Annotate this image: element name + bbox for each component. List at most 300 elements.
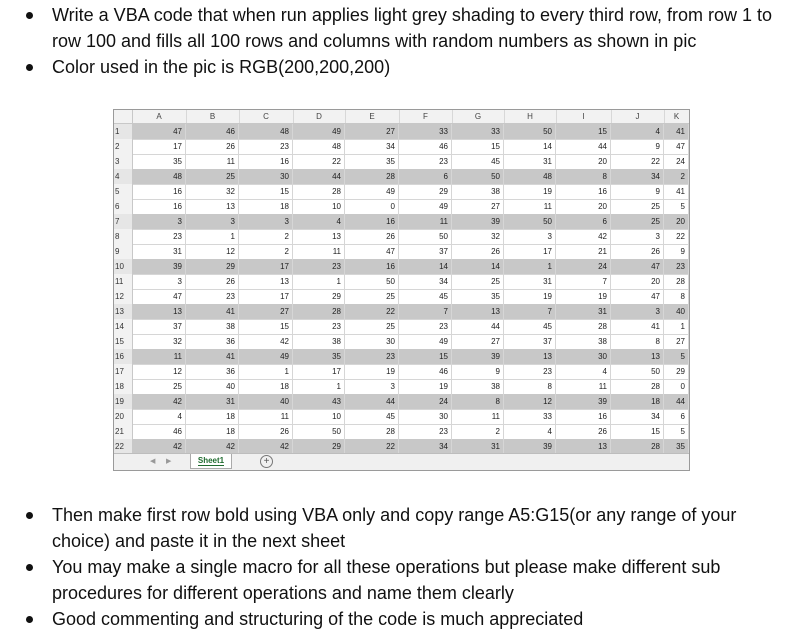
cell: 48 (239, 124, 293, 139)
cell: 18 (186, 424, 239, 439)
cell: 39 (132, 259, 186, 274)
cell: 31 (132, 244, 186, 259)
cell: 36 (186, 364, 239, 379)
cell: 28 (556, 319, 611, 334)
cell: 50 (293, 424, 345, 439)
cell: 39 (452, 349, 504, 364)
cell: 11 (293, 244, 345, 259)
cell: 13 (504, 349, 556, 364)
column-header-f: F (399, 110, 453, 123)
cell: 11 (239, 409, 293, 424)
table-row (114, 229, 689, 245)
cell: 20 (664, 214, 689, 229)
cell: 19 (504, 289, 556, 304)
cell: 28 (345, 169, 399, 184)
cell: 3 (611, 229, 664, 244)
table-row (114, 304, 689, 320)
triangle-left-icon: ◀ (150, 458, 156, 465)
bullet-dot-icon (26, 12, 33, 19)
cell: 35 (345, 154, 399, 169)
row-number: 1 (114, 124, 133, 139)
cell: 27 (345, 124, 399, 139)
cell: 8 (611, 334, 664, 349)
bullet-text-line: Write a VBA code that when run applies light grey shading to every third row, from row 1 to (52, 5, 773, 25)
cell: 27 (452, 199, 504, 214)
row-number: 17 (114, 364, 133, 379)
cell: 35 (293, 349, 345, 364)
table-row (114, 409, 689, 425)
row-number: 11 (114, 274, 133, 289)
row-number: 13 (114, 304, 133, 319)
cell: 47 (611, 289, 664, 304)
cell: 6 (399, 169, 452, 184)
cell: 47 (132, 124, 186, 139)
cell: 28 (293, 184, 345, 199)
cell: 31 (186, 394, 239, 409)
row-number: 10 (114, 259, 133, 274)
sheet-tab-bar (114, 453, 689, 470)
cell: 28 (293, 304, 345, 319)
cell: 19 (345, 364, 399, 379)
cell: 42 (186, 439, 239, 454)
cell: 41 (186, 304, 239, 319)
cell: 41 (186, 349, 239, 364)
cell: 2 (239, 229, 293, 244)
cell: 15 (452, 139, 504, 154)
cell: 30 (239, 169, 293, 184)
cell: 4 (611, 124, 664, 139)
table-row (114, 424, 689, 440)
cell: 15 (239, 319, 293, 334)
column-header-c: C (239, 110, 294, 123)
cell: 23 (293, 259, 345, 274)
cell: 18 (239, 379, 293, 394)
cell: 50 (399, 229, 452, 244)
row-number: 2 (114, 139, 133, 154)
cell: 23 (399, 424, 452, 439)
cell: 38 (293, 334, 345, 349)
cell: 5 (664, 199, 689, 214)
cell: 23 (239, 139, 293, 154)
cell: 8 (452, 394, 504, 409)
table-row (114, 124, 689, 140)
cell: 12 (504, 394, 556, 409)
cell: 7 (556, 274, 611, 289)
cell: 45 (399, 289, 452, 304)
table-row (114, 364, 689, 380)
cell: 45 (504, 319, 556, 334)
row-number: 14 (114, 319, 133, 334)
sheet-tab-label: Sheet1 (197, 456, 225, 465)
cell: 42 (239, 334, 293, 349)
cell: 34 (399, 274, 452, 289)
cell: 44 (345, 394, 399, 409)
cell: 34 (345, 139, 399, 154)
cell: 37 (504, 334, 556, 349)
cell: 1 (239, 364, 293, 379)
table-row (114, 199, 689, 215)
cell: 15 (556, 124, 611, 139)
cell: 23 (664, 259, 689, 274)
cell: 38 (556, 334, 611, 349)
cell: 31 (504, 154, 556, 169)
row-number: 12 (114, 289, 133, 304)
cell: 46 (132, 424, 186, 439)
cell: 14 (504, 139, 556, 154)
column-header-d: D (293, 110, 346, 123)
cell: 39 (556, 394, 611, 409)
cell: 22 (664, 229, 689, 244)
cell: 12 (132, 364, 186, 379)
cell: 26 (186, 274, 239, 289)
cell: 3 (239, 214, 293, 229)
row-number: 21 (114, 424, 133, 439)
cell: 33 (399, 124, 452, 139)
cell: 32 (452, 229, 504, 244)
cell: 25 (611, 199, 664, 214)
cell: 6 (556, 214, 611, 229)
cell: 8 (556, 169, 611, 184)
cell: 29 (293, 439, 345, 454)
cell: 2 (664, 169, 689, 184)
cell: 50 (452, 169, 504, 184)
cell: 28 (664, 274, 689, 289)
cell: 17 (132, 139, 186, 154)
column-header-k: K (664, 110, 690, 123)
triangle-right-icon: ▶ (166, 458, 172, 465)
cell: 17 (239, 259, 293, 274)
cell: 28 (345, 424, 399, 439)
bullet-text-line: You may make a single macro for all these operations but please make different sub (52, 557, 721, 577)
cell: 18 (239, 199, 293, 214)
cell: 37 (132, 319, 186, 334)
cell: 11 (504, 199, 556, 214)
cell: 11 (556, 379, 611, 394)
cell: 32 (132, 334, 186, 349)
cell: 13 (452, 304, 504, 319)
cell: 35 (132, 154, 186, 169)
cell: 20 (556, 199, 611, 214)
cell: 29 (664, 364, 689, 379)
cell: 17 (239, 289, 293, 304)
row-number: 8 (114, 229, 133, 244)
bullet-text-line: Then make first row bold using VBA only and copy range A5:G15(or any range of your (52, 505, 737, 525)
table-row (114, 334, 689, 350)
cell: 25 (186, 169, 239, 184)
cell: 16 (345, 214, 399, 229)
table-row (114, 139, 689, 155)
cell: 8 (504, 379, 556, 394)
cell: 13 (556, 439, 611, 454)
cell: 28 (611, 379, 664, 394)
cell: 1 (664, 319, 689, 334)
column-header-h: H (504, 110, 557, 123)
cell: 13 (186, 199, 239, 214)
cell: 43 (293, 394, 345, 409)
cell: 25 (132, 379, 186, 394)
cell: 44 (452, 319, 504, 334)
cell: 31 (452, 439, 504, 454)
row-number: 6 (114, 199, 133, 214)
cell: 5 (664, 424, 689, 439)
cell: 1 (186, 229, 239, 244)
cell: 44 (293, 169, 345, 184)
table-row (114, 154, 689, 170)
cell: 14 (399, 259, 452, 274)
cell: 30 (399, 409, 452, 424)
cell: 35 (452, 289, 504, 304)
cell: 42 (132, 394, 186, 409)
cell: 41 (664, 184, 689, 199)
cell: 19 (399, 379, 452, 394)
cell: 30 (556, 349, 611, 364)
bullet-text-line: Good commenting and structuring of the code is much appreciated (52, 609, 584, 629)
row-number: 3 (114, 154, 133, 169)
row-number: 19 (114, 394, 133, 409)
cell: 29 (399, 184, 452, 199)
cell: 9 (664, 244, 689, 259)
cell: 49 (399, 334, 452, 349)
cell: 19 (504, 184, 556, 199)
cell: 27 (664, 334, 689, 349)
cell: 4 (556, 364, 611, 379)
row-number: 15 (114, 334, 133, 349)
cell: 13 (293, 229, 345, 244)
cell: 31 (504, 274, 556, 289)
cell: 0 (664, 379, 689, 394)
cell: 33 (504, 409, 556, 424)
cell: 37 (399, 244, 452, 259)
cell: 30 (345, 334, 399, 349)
cell: 22 (345, 304, 399, 319)
cell: 6 (664, 409, 689, 424)
cell: 2 (239, 244, 293, 259)
cell: 3 (504, 229, 556, 244)
cell: 50 (504, 214, 556, 229)
column-header-i: I (556, 110, 612, 123)
cell: 23 (293, 319, 345, 334)
table-row (114, 214, 689, 230)
table-row (114, 349, 689, 365)
cell: 14 (452, 259, 504, 274)
cell: 42 (556, 229, 611, 244)
cell: 23 (504, 364, 556, 379)
cell: 13 (132, 304, 186, 319)
row-number: 16 (114, 349, 133, 364)
cell: 9 (611, 184, 664, 199)
bullet-text-line: choice) and paste it in the next sheet (52, 531, 346, 551)
cell: 11 (452, 409, 504, 424)
table-row (114, 274, 689, 290)
column-header-a: A (132, 110, 187, 123)
cell: 7 (504, 304, 556, 319)
cell: 1 (504, 259, 556, 274)
cell: 24 (664, 154, 689, 169)
bullet-text-line: procedures for different operations and name them clearly (52, 583, 514, 603)
bullet-dot-icon (26, 512, 33, 519)
cell: 23 (132, 229, 186, 244)
cell: 26 (239, 424, 293, 439)
cell: 26 (345, 229, 399, 244)
cell: 16 (132, 184, 186, 199)
cell: 3 (611, 304, 664, 319)
cell: 35 (664, 439, 689, 454)
cell: 27 (239, 304, 293, 319)
cell: 16 (345, 259, 399, 274)
cell: 38 (452, 184, 504, 199)
cell: 25 (345, 289, 399, 304)
bullet-text-line: row 100 and fills all 100 rows and columns with random numbers as shown in pic (52, 31, 697, 51)
cell: 38 (186, 319, 239, 334)
table-row (114, 289, 689, 305)
table-row (114, 244, 689, 260)
cell: 11 (132, 349, 186, 364)
cell: 36 (186, 334, 239, 349)
table-row (114, 259, 689, 275)
table-row (114, 379, 689, 395)
cell: 4 (504, 424, 556, 439)
bullet-dot-icon (26, 564, 33, 571)
cell: 47 (611, 259, 664, 274)
cell: 28 (611, 439, 664, 454)
cell: 16 (556, 184, 611, 199)
row-number: 18 (114, 379, 133, 394)
cell: 41 (611, 319, 664, 334)
cell: 44 (556, 139, 611, 154)
table-row (114, 169, 689, 185)
cell: 22 (611, 154, 664, 169)
cell: 5 (664, 349, 689, 364)
cell: 17 (293, 364, 345, 379)
table-row (114, 319, 689, 335)
cell: 50 (345, 274, 399, 289)
cell: 41 (664, 124, 689, 139)
cell: 21 (556, 244, 611, 259)
cell: 1 (293, 274, 345, 289)
cell: 49 (293, 124, 345, 139)
table-row (114, 184, 689, 200)
cell: 29 (293, 289, 345, 304)
cell: 23 (399, 154, 452, 169)
cell: 34 (399, 439, 452, 454)
cell: 13 (239, 274, 293, 289)
cell: 2 (452, 424, 504, 439)
cell: 23 (345, 349, 399, 364)
cell: 19 (556, 289, 611, 304)
cell: 9 (452, 364, 504, 379)
cell: 11 (399, 214, 452, 229)
cell: 47 (345, 244, 399, 259)
cell: 39 (504, 439, 556, 454)
cell: 4 (132, 409, 186, 424)
cell: 49 (399, 199, 452, 214)
row-number: 22 (114, 439, 133, 454)
cell: 18 (186, 409, 239, 424)
cell: 20 (556, 154, 611, 169)
cell: 17 (504, 244, 556, 259)
cell: 46 (399, 364, 452, 379)
cell: 49 (345, 184, 399, 199)
cell: 47 (132, 289, 186, 304)
cell: 3 (186, 214, 239, 229)
cell: 7 (399, 304, 452, 319)
plus-circle-icon: + (260, 455, 273, 468)
cell: 40 (239, 394, 293, 409)
cell: 9 (611, 139, 664, 154)
cell: 26 (556, 424, 611, 439)
cell: 24 (399, 394, 452, 409)
row-number: 5 (114, 184, 133, 199)
cell: 25 (611, 214, 664, 229)
cell: 23 (399, 319, 452, 334)
cell: 46 (186, 124, 239, 139)
cell: 40 (664, 304, 689, 319)
cell: 29 (186, 259, 239, 274)
column-header-e: E (345, 110, 400, 123)
bullet-dot-icon (26, 64, 33, 71)
cell: 48 (504, 169, 556, 184)
cell: 45 (452, 154, 504, 169)
cell: 45 (345, 409, 399, 424)
cell: 13 (611, 349, 664, 364)
cell: 11 (186, 154, 239, 169)
cell: 18 (611, 394, 664, 409)
spreadsheet-image (113, 109, 690, 471)
cell: 34 (611, 409, 664, 424)
cell: 48 (132, 169, 186, 184)
cell: 1 (293, 379, 345, 394)
cell: 24 (556, 259, 611, 274)
row-number: 9 (114, 244, 133, 259)
cell: 48 (293, 139, 345, 154)
cell: 49 (239, 349, 293, 364)
cell: 42 (132, 439, 186, 454)
cell: 16 (556, 409, 611, 424)
cell: 25 (345, 319, 399, 334)
column-header-b: B (186, 110, 240, 123)
cell: 16 (239, 154, 293, 169)
cell: 4 (293, 214, 345, 229)
bullet-dot-icon (26, 616, 33, 623)
cell: 47 (664, 139, 689, 154)
cell: 31 (556, 304, 611, 319)
column-header-g: G (452, 110, 505, 123)
cell: 10 (293, 199, 345, 214)
cell: 26 (186, 139, 239, 154)
cell: 16 (132, 199, 186, 214)
cell: 23 (186, 289, 239, 304)
cell: 0 (345, 199, 399, 214)
row-number: 4 (114, 169, 133, 184)
cell: 15 (399, 349, 452, 364)
table-row (114, 394, 689, 410)
cell: 12 (186, 244, 239, 259)
cell: 32 (186, 184, 239, 199)
select-all-corner (114, 110, 133, 123)
cell: 10 (293, 409, 345, 424)
cell: 3 (132, 274, 186, 289)
cell: 42 (239, 439, 293, 454)
cell: 15 (611, 424, 664, 439)
cell: 15 (239, 184, 293, 199)
column-header-row (114, 110, 689, 124)
cell: 26 (611, 244, 664, 259)
bullet-text-line: Color used in the pic is RGB(200,200,200) (52, 57, 391, 77)
cell: 34 (611, 169, 664, 184)
cell: 25 (452, 274, 504, 289)
cell: 26 (452, 244, 504, 259)
cell: 8 (664, 289, 689, 304)
